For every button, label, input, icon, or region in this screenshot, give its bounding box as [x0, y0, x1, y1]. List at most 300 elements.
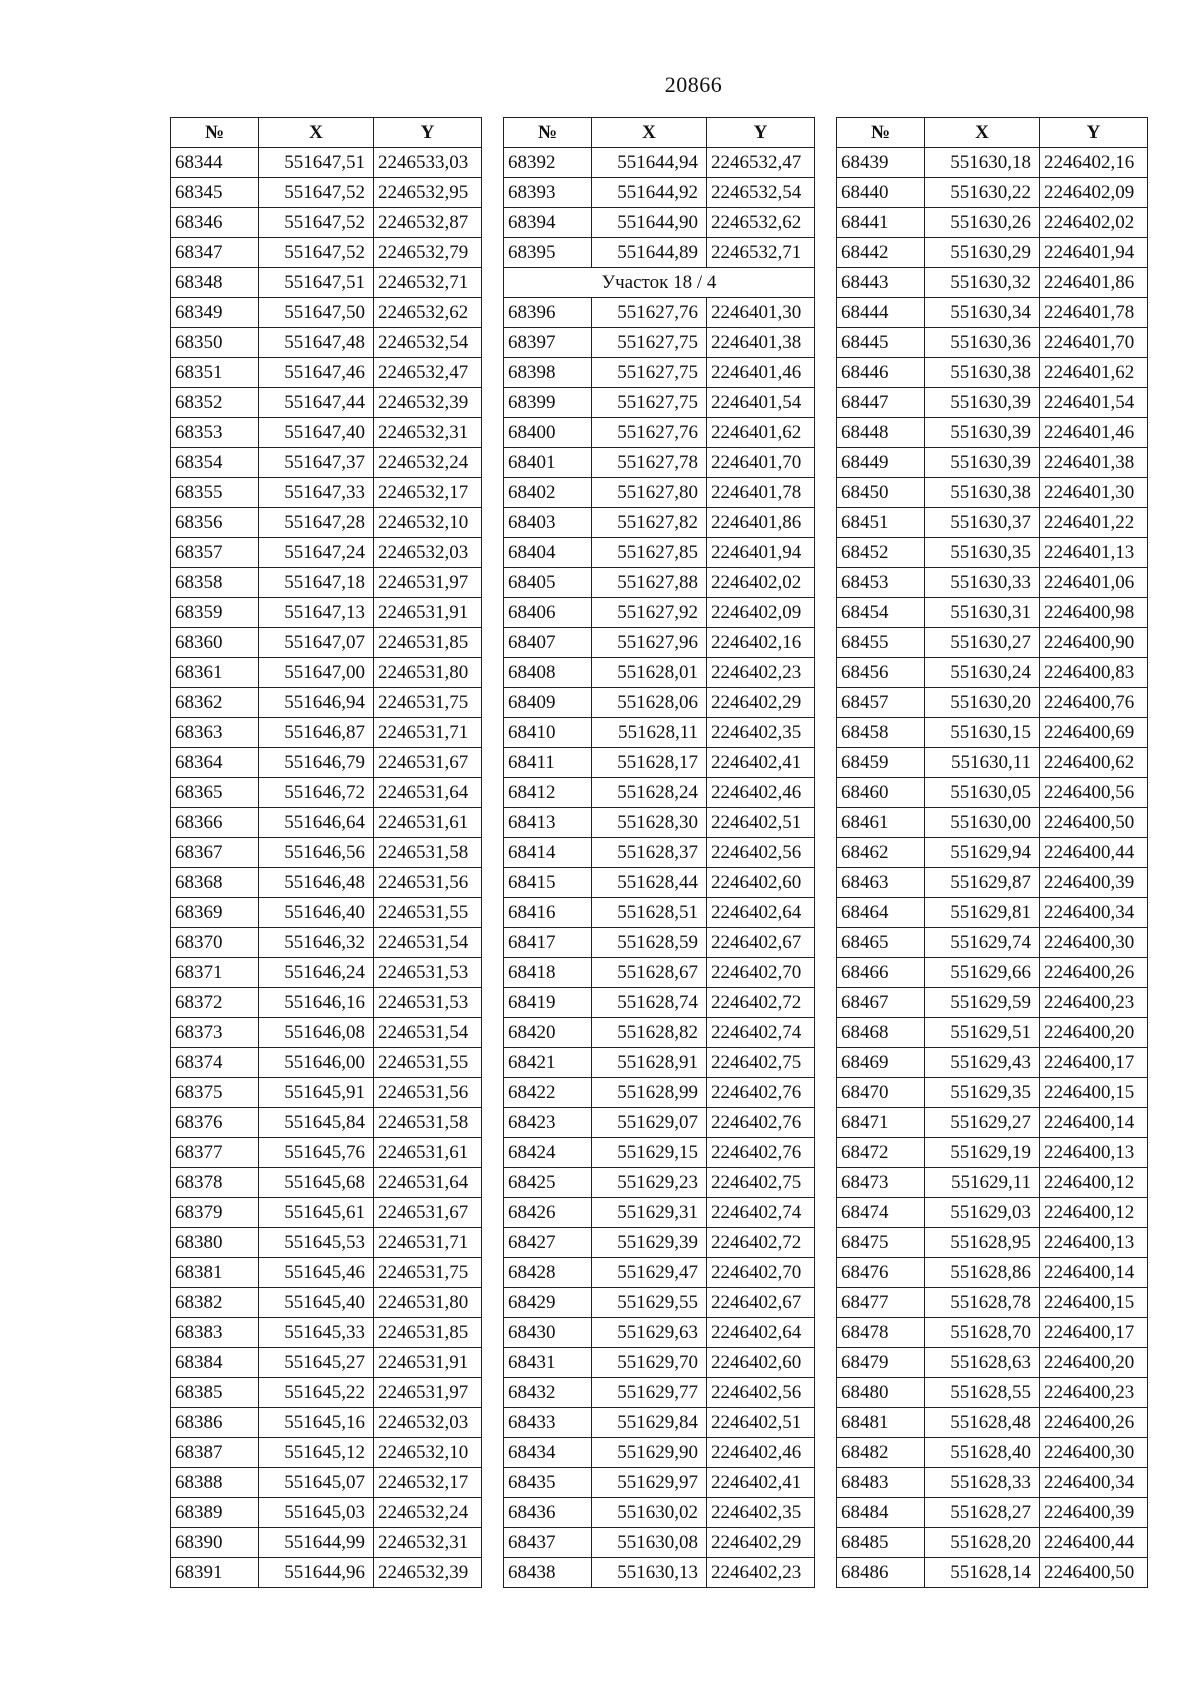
table-row [504, 448, 815, 478]
y-coordinate: 2246531,80 [374, 658, 482, 688]
table-row [171, 388, 482, 418]
table-row [837, 1438, 1148, 1468]
point-number: 68366 [171, 808, 259, 838]
table-row [837, 178, 1148, 208]
x-coordinate: 551629,90 [592, 1438, 707, 1468]
x-coordinate: 551628,78 [925, 1288, 1040, 1318]
table-row [837, 778, 1148, 808]
x-coordinate: 551629,77 [592, 1378, 707, 1408]
table-row [171, 1348, 482, 1378]
header-x: X [259, 118, 374, 148]
y-coordinate: 2246402,46 [707, 778, 815, 808]
y-coordinate: 2246402,51 [707, 1408, 815, 1438]
point-number: 68390 [171, 1528, 259, 1558]
table-row [837, 1078, 1148, 1108]
y-coordinate: 2246532,10 [374, 1438, 482, 1468]
table-row [837, 1318, 1148, 1348]
y-coordinate: 2246400,13 [1040, 1138, 1148, 1168]
x-coordinate: 551628,17 [592, 748, 707, 778]
y-coordinate: 2246402,64 [707, 1318, 815, 1348]
x-coordinate: 551628,44 [592, 868, 707, 898]
y-coordinate: 2246402,16 [1040, 148, 1148, 178]
y-coordinate: 2246531,71 [374, 1228, 482, 1258]
y-coordinate: 2246402,67 [707, 928, 815, 958]
y-coordinate: 2246532,95 [374, 178, 482, 208]
table-row [504, 208, 815, 238]
table-header-row [504, 118, 815, 148]
x-coordinate: 551629,63 [592, 1318, 707, 1348]
y-coordinate: 2246531,53 [374, 988, 482, 1018]
y-coordinate: 2246400,76 [1040, 688, 1148, 718]
x-coordinate: 551645,84 [259, 1108, 374, 1138]
table-row [504, 238, 815, 268]
y-coordinate: 2246532,47 [374, 358, 482, 388]
x-coordinate: 551630,33 [925, 568, 1040, 598]
point-number: 68381 [171, 1258, 259, 1288]
x-coordinate: 551628,55 [925, 1378, 1040, 1408]
point-number: 68424 [504, 1138, 592, 1168]
y-coordinate: 2246531,91 [374, 598, 482, 628]
point-number: 68463 [837, 868, 925, 898]
point-number: 68476 [837, 1258, 925, 1288]
table-row [837, 1198, 1148, 1228]
x-coordinate: 551645,61 [259, 1198, 374, 1228]
point-number: 68480 [837, 1378, 925, 1408]
point-number: 68416 [504, 898, 592, 928]
table-row [837, 1138, 1148, 1168]
table-row [837, 478, 1148, 508]
table-header-row [837, 118, 1148, 148]
x-coordinate: 551628,20 [925, 1528, 1040, 1558]
table-row [171, 1258, 482, 1288]
table-row [837, 1558, 1148, 1588]
point-number: 68464 [837, 898, 925, 928]
point-number: 68356 [171, 508, 259, 538]
x-coordinate: 551645,40 [259, 1288, 374, 1318]
y-coordinate: 2246402,75 [707, 1168, 815, 1198]
x-coordinate: 551647,18 [259, 568, 374, 598]
y-coordinate: 2246402,29 [707, 688, 815, 718]
table-row [504, 178, 815, 208]
table-row [837, 628, 1148, 658]
x-coordinate: 551630,36 [925, 328, 1040, 358]
y-coordinate: 2246402,70 [707, 958, 815, 988]
point-number: 68369 [171, 898, 259, 928]
y-coordinate: 2246531,64 [374, 1168, 482, 1198]
y-coordinate: 2246400,15 [1040, 1288, 1148, 1318]
y-coordinate: 2246401,86 [1040, 268, 1148, 298]
x-coordinate: 551630,39 [925, 448, 1040, 478]
x-coordinate: 551646,08 [259, 1018, 374, 1048]
x-coordinate: 551627,75 [592, 388, 707, 418]
point-number: 68404 [504, 538, 592, 568]
x-coordinate: 551627,96 [592, 628, 707, 658]
y-coordinate: 2246400,17 [1040, 1048, 1148, 1078]
point-number: 68344 [171, 148, 259, 178]
point-number: 68443 [837, 268, 925, 298]
x-coordinate: 551647,28 [259, 508, 374, 538]
table-row [504, 1378, 815, 1408]
table-row [504, 1168, 815, 1198]
x-coordinate: 551630,11 [925, 748, 1040, 778]
table-row [504, 1408, 815, 1438]
y-coordinate: 2246400,12 [1040, 1168, 1148, 1198]
y-coordinate: 2246400,39 [1040, 868, 1148, 898]
table-row [837, 868, 1148, 898]
point-number: 68389 [171, 1498, 259, 1528]
y-coordinate: 2246401,06 [1040, 568, 1148, 598]
table-row [504, 868, 815, 898]
point-number: 68472 [837, 1138, 925, 1168]
y-coordinate: 2246400,26 [1040, 1408, 1148, 1438]
y-coordinate: 2246400,14 [1040, 1258, 1148, 1288]
table-header-row [171, 118, 482, 148]
table-row [504, 418, 815, 448]
table-row [171, 418, 482, 448]
point-number: 68368 [171, 868, 259, 898]
point-number: 68450 [837, 478, 925, 508]
table-row [171, 1078, 482, 1108]
table-row [171, 298, 482, 328]
point-number: 68423 [504, 1108, 592, 1138]
y-coordinate: 2246402,74 [707, 1018, 815, 1048]
x-coordinate: 551644,89 [592, 238, 707, 268]
x-coordinate: 551630,39 [925, 418, 1040, 448]
y-coordinate: 2246401,38 [1040, 448, 1148, 478]
x-coordinate: 551645,46 [259, 1258, 374, 1288]
x-coordinate: 551646,56 [259, 838, 374, 868]
table-row [837, 688, 1148, 718]
y-coordinate: 2246400,34 [1040, 1468, 1148, 1498]
point-number: 68483 [837, 1468, 925, 1498]
table-row [504, 478, 815, 508]
x-coordinate: 551629,51 [925, 1018, 1040, 1048]
table-row [171, 1198, 482, 1228]
y-coordinate: 2246400,30 [1040, 928, 1148, 958]
table-row [504, 628, 815, 658]
point-number: 68481 [837, 1408, 925, 1438]
table-row [171, 1468, 482, 1498]
point-number: 68402 [504, 478, 592, 508]
x-coordinate: 551646,64 [259, 808, 374, 838]
point-number: 68437 [504, 1528, 592, 1558]
x-coordinate: 551646,94 [259, 688, 374, 718]
y-coordinate: 2246402,41 [707, 748, 815, 778]
x-coordinate: 551647,07 [259, 628, 374, 658]
table-row [837, 148, 1148, 178]
table-row [837, 718, 1148, 748]
point-number: 68359 [171, 598, 259, 628]
y-coordinate: 2246400,14 [1040, 1108, 1148, 1138]
point-number: 68428 [504, 1258, 592, 1288]
y-coordinate: 2246532,17 [374, 478, 482, 508]
table-row [171, 1498, 482, 1528]
x-coordinate: 551627,82 [592, 508, 707, 538]
point-number: 68442 [837, 238, 925, 268]
table-row [504, 808, 815, 838]
table-row [837, 298, 1148, 328]
x-coordinate: 551628,70 [925, 1318, 1040, 1348]
coordinates-table-2 [503, 117, 815, 1588]
table-row [171, 1528, 482, 1558]
y-coordinate: 2246402,76 [707, 1078, 815, 1108]
x-coordinate: 551628,14 [925, 1558, 1040, 1588]
point-number: 68355 [171, 478, 259, 508]
y-coordinate: 2246531,53 [374, 958, 482, 988]
x-coordinate: 551628,33 [925, 1468, 1040, 1498]
point-number: 68438 [504, 1558, 592, 1588]
x-coordinate: 551646,00 [259, 1048, 374, 1078]
x-coordinate: 551629,31 [592, 1198, 707, 1228]
y-coordinate: 2246400,26 [1040, 958, 1148, 988]
y-coordinate: 2246402,75 [707, 1048, 815, 1078]
y-coordinate: 2246531,75 [374, 1258, 482, 1288]
point-number: 68383 [171, 1318, 259, 1348]
table-row [837, 658, 1148, 688]
x-coordinate: 551630,34 [925, 298, 1040, 328]
x-coordinate: 551645,16 [259, 1408, 374, 1438]
x-coordinate: 551647,50 [259, 298, 374, 328]
x-coordinate: 551647,24 [259, 538, 374, 568]
y-coordinate: 2246400,50 [1040, 808, 1148, 838]
y-coordinate: 2246532,62 [707, 208, 815, 238]
point-number: 68457 [837, 688, 925, 718]
point-number: 68382 [171, 1288, 259, 1318]
y-coordinate: 2246402,76 [707, 1138, 815, 1168]
point-number: 68408 [504, 658, 592, 688]
table-row [171, 1228, 482, 1258]
x-coordinate: 551645,22 [259, 1378, 374, 1408]
x-coordinate: 551630,00 [925, 808, 1040, 838]
x-coordinate: 551629,74 [925, 928, 1040, 958]
point-number: 68475 [837, 1228, 925, 1258]
x-coordinate: 551629,94 [925, 838, 1040, 868]
table-row [504, 598, 815, 628]
x-coordinate: 551646,32 [259, 928, 374, 958]
x-coordinate: 551630,27 [925, 628, 1040, 658]
x-coordinate: 551645,12 [259, 1438, 374, 1468]
point-number: 68426 [504, 1198, 592, 1228]
table-row [837, 1258, 1148, 1288]
point-number: 68401 [504, 448, 592, 478]
table-row [171, 688, 482, 718]
y-coordinate: 2246400,90 [1040, 628, 1148, 658]
x-coordinate: 551629,97 [592, 1468, 707, 1498]
point-number: 68439 [837, 148, 925, 178]
x-coordinate: 551629,59 [925, 988, 1040, 1018]
point-number: 68469 [837, 1048, 925, 1078]
y-coordinate: 2246401,38 [707, 328, 815, 358]
x-coordinate: 551629,84 [592, 1408, 707, 1438]
y-coordinate: 2246402,60 [707, 868, 815, 898]
point-number: 68479 [837, 1348, 925, 1378]
table-row [504, 838, 815, 868]
x-coordinate: 551629,35 [925, 1078, 1040, 1108]
point-number: 68393 [504, 178, 592, 208]
x-coordinate: 551644,92 [592, 178, 707, 208]
header-number: № [504, 118, 592, 148]
y-coordinate: 2246531,64 [374, 778, 482, 808]
y-coordinate: 2246401,62 [1040, 358, 1148, 388]
point-number: 68410 [504, 718, 592, 748]
y-coordinate: 2246531,85 [374, 1318, 482, 1348]
x-coordinate: 551628,63 [925, 1348, 1040, 1378]
y-coordinate: 2246400,17 [1040, 1318, 1148, 1348]
x-coordinate: 551627,76 [592, 418, 707, 448]
x-coordinate: 551628,11 [592, 718, 707, 748]
point-number: 68431 [504, 1348, 592, 1378]
point-number: 68358 [171, 568, 259, 598]
x-coordinate: 551630,08 [592, 1528, 707, 1558]
table-row [171, 598, 482, 628]
x-coordinate: 551630,38 [925, 478, 1040, 508]
x-coordinate: 551627,85 [592, 538, 707, 568]
y-coordinate: 2246531,71 [374, 718, 482, 748]
x-coordinate: 551628,30 [592, 808, 707, 838]
x-coordinate: 551629,19 [925, 1138, 1040, 1168]
point-number: 68398 [504, 358, 592, 388]
point-number: 68372 [171, 988, 259, 1018]
table-row [171, 358, 482, 388]
point-number: 68418 [504, 958, 592, 988]
x-coordinate: 551629,39 [592, 1228, 707, 1258]
table-row [837, 418, 1148, 448]
table-row [504, 1288, 815, 1318]
point-number: 68478 [837, 1318, 925, 1348]
y-coordinate: 2246400,30 [1040, 1438, 1148, 1468]
section-title: Участок 18 / 4 [504, 268, 815, 298]
table-row [837, 808, 1148, 838]
point-number: 68414 [504, 838, 592, 868]
x-coordinate: 551627,76 [592, 298, 707, 328]
table-row [171, 448, 482, 478]
y-coordinate: 2246400,56 [1040, 778, 1148, 808]
point-number: 68353 [171, 418, 259, 448]
x-coordinate: 551630,32 [925, 268, 1040, 298]
table-row [837, 328, 1148, 358]
table-row [504, 1528, 815, 1558]
y-coordinate: 2246401,46 [707, 358, 815, 388]
point-number: 68352 [171, 388, 259, 418]
table-row [504, 928, 815, 958]
table-row [171, 1408, 482, 1438]
table-row [837, 598, 1148, 628]
y-coordinate: 2246400,83 [1040, 658, 1148, 688]
x-coordinate: 551628,06 [592, 688, 707, 718]
point-number: 68473 [837, 1168, 925, 1198]
point-number: 68446 [837, 358, 925, 388]
point-number: 68373 [171, 1018, 259, 1048]
header-x: X [592, 118, 707, 148]
point-number: 68349 [171, 298, 259, 328]
y-coordinate: 2246402,67 [707, 1288, 815, 1318]
point-number: 68351 [171, 358, 259, 388]
y-coordinate: 2246532,54 [707, 178, 815, 208]
x-coordinate: 551647,52 [259, 208, 374, 238]
point-number: 68406 [504, 598, 592, 628]
table-row [171, 208, 482, 238]
point-number: 68376 [171, 1108, 259, 1138]
x-coordinate: 551628,48 [925, 1408, 1040, 1438]
y-coordinate: 2246400,39 [1040, 1498, 1148, 1528]
x-coordinate: 551630,20 [925, 688, 1040, 718]
y-coordinate: 2246401,22 [1040, 508, 1148, 538]
x-coordinate: 551630,13 [592, 1558, 707, 1588]
point-number: 68435 [504, 1468, 592, 1498]
y-coordinate: 2246402,29 [707, 1528, 815, 1558]
point-number: 68474 [837, 1198, 925, 1228]
y-coordinate: 2246531,54 [374, 928, 482, 958]
point-number: 68477 [837, 1288, 925, 1318]
table-row [171, 988, 482, 1018]
table-row [171, 898, 482, 928]
y-coordinate: 2246400,20 [1040, 1018, 1148, 1048]
y-coordinate: 2246401,62 [707, 418, 815, 448]
x-coordinate: 551630,26 [925, 208, 1040, 238]
table-row [837, 1288, 1148, 1318]
x-coordinate: 551647,52 [259, 238, 374, 268]
table-row [837, 538, 1148, 568]
x-coordinate: 551645,91 [259, 1078, 374, 1108]
y-coordinate: 2246401,54 [1040, 388, 1148, 418]
table-row [837, 988, 1148, 1018]
point-number: 68448 [837, 418, 925, 448]
table-row [171, 1378, 482, 1408]
y-coordinate: 2246401,94 [707, 538, 815, 568]
y-coordinate: 2246401,78 [707, 478, 815, 508]
y-coordinate: 2246401,86 [707, 508, 815, 538]
y-coordinate: 2246401,54 [707, 388, 815, 418]
table-row [837, 1498, 1148, 1528]
point-number: 68425 [504, 1168, 592, 1198]
y-coordinate: 2246532,71 [707, 238, 815, 268]
x-coordinate: 551647,51 [259, 268, 374, 298]
point-number: 68363 [171, 718, 259, 748]
table-row [504, 1438, 815, 1468]
point-number: 68460 [837, 778, 925, 808]
table-row [171, 568, 482, 598]
x-coordinate: 551630,05 [925, 778, 1040, 808]
point-number: 68400 [504, 418, 592, 448]
table-row [171, 238, 482, 268]
x-coordinate: 551629,70 [592, 1348, 707, 1378]
table-row [837, 1018, 1148, 1048]
table-row [504, 1078, 815, 1108]
x-coordinate: 551629,55 [592, 1288, 707, 1318]
y-coordinate: 2246402,56 [707, 838, 815, 868]
x-coordinate: 551628,40 [925, 1438, 1040, 1468]
table-row [171, 808, 482, 838]
table-row [837, 1378, 1148, 1408]
x-coordinate: 551645,03 [259, 1498, 374, 1528]
point-number: 68451 [837, 508, 925, 538]
y-coordinate: 2246401,46 [1040, 418, 1148, 448]
x-coordinate: 551646,72 [259, 778, 374, 808]
point-number: 68447 [837, 388, 925, 418]
point-number: 68367 [171, 838, 259, 868]
table-row [171, 628, 482, 658]
table-row [504, 988, 815, 1018]
y-coordinate: 2246532,71 [374, 268, 482, 298]
point-number: 68415 [504, 868, 592, 898]
y-coordinate: 2246531,61 [374, 1138, 482, 1168]
y-coordinate: 2246531,55 [374, 1048, 482, 1078]
y-coordinate: 2246531,80 [374, 1288, 482, 1318]
table-row [504, 1018, 815, 1048]
y-coordinate: 2246400,50 [1040, 1558, 1148, 1588]
table-row [837, 208, 1148, 238]
x-coordinate: 551628,95 [925, 1228, 1040, 1258]
